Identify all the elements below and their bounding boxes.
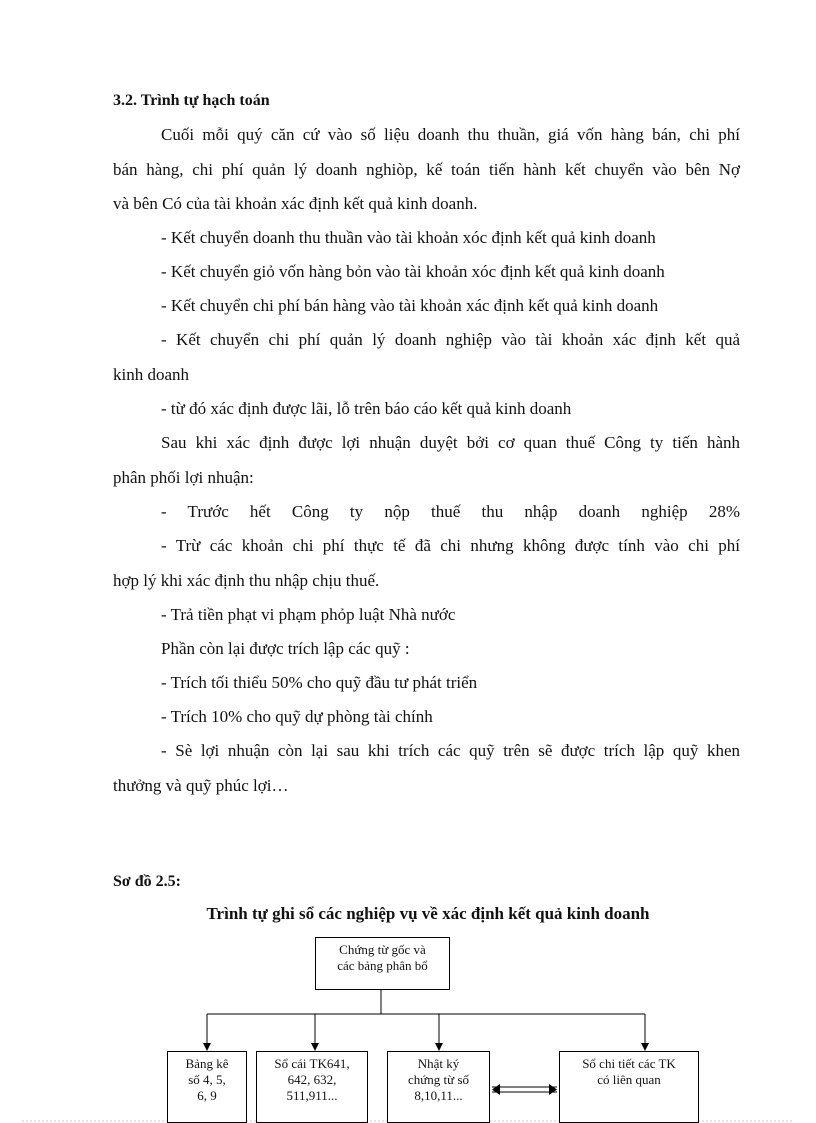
box-source-line-2: các bảng phân bổ: [337, 958, 428, 973]
bullet-reserve-fund: - Trích 10% cho quỹ dự phòng tài chính: [161, 707, 433, 726]
box4-line-1: Sổ chi tiết các TK: [582, 1056, 676, 1071]
box-so-cai: [256, 1051, 368, 1123]
box3-line-1: Nhật ký: [417, 1056, 460, 1071]
section-heading: 3.2. Trình tự hạch toán: [113, 92, 270, 109]
bullet-admin-cost-line-1: - Kết chuyển chi phí quản lý doanh nghiệp vào tài khoản xác định kết quả: [161, 330, 740, 349]
paragraph-2-line-2: phân phối lợi nhuận:: [113, 468, 254, 487]
bullet-remaining-profit-line-1: - Sè lợi nhuận còn lại sau khi trích các quỹ trên sẽ được trích lập quỹ khen: [161, 741, 740, 760]
box2-line-3: 511,911...: [286, 1088, 338, 1103]
box-nhat-ky: [387, 1051, 490, 1123]
box-so-chi-tiet: [559, 1051, 699, 1123]
paragraph-1-line-2: bán hàng, chi phí quản lý doanh nghiòp, kế toán tiến hành kết chuyển vào bên Nợ: [113, 160, 740, 179]
bullet-selling-cost: - Kết chuyển chi phí bán hàng vào tài khoản xác định kết quả kinh doanh: [161, 296, 659, 315]
double-link-arrow-left: [492, 1084, 500, 1095]
box3-line-3: 8,10,11...: [414, 1088, 463, 1103]
bullet-income-tax: - Trước hết Công ty nộp thuế thu nhập doanh nghiệp 28%: [161, 502, 740, 521]
bullet-admin-cost-line-2: kinh doanh: [113, 365, 190, 384]
box1-line-2: số 4, 5,: [188, 1072, 226, 1087]
bullet-cogs: - Kết chuyển giỏ vốn hàng bỏn vào tài khoản xóc định kết quả kinh doanh: [161, 262, 665, 281]
box2-line-2: 642, 632,: [287, 1072, 337, 1087]
bullet-remaining-profit-line-2: thưởng và quỹ phúc lợi…: [113, 776, 289, 795]
bullet-revenue: - Kết chuyển doanh thu thuần vào tài khoản xóc định kết quả kinh doanh: [161, 228, 656, 247]
double-link-arrow-right: [549, 1084, 557, 1095]
box4-line-2: có liên quan: [597, 1072, 661, 1087]
paragraph-1-line-1: Cuối mỗi quý căn cứ vào số liệu doanh thu thuần, giá vốn hàng bán, chi phí: [161, 125, 740, 144]
diagram-label: Sơ đồ 2.5:: [113, 873, 181, 890]
paragraph-3: Phần còn lại được trích lập các quỹ :: [161, 639, 410, 658]
paragraph-1-line-3: và bên Có của tài khoản xác định kết quả kinh doanh.: [113, 194, 478, 213]
bullet-penalty: - Trả tiền phạt vi phạm phỏp luật Nhà nước: [161, 605, 456, 624]
box1-line-3: 6, 9: [197, 1088, 217, 1103]
box-source-documents: [315, 937, 450, 990]
box1-line-1: Bảng kê: [185, 1056, 229, 1071]
box-bang-ke: [167, 1051, 247, 1123]
box2-line-1: Sổ cái TK641,: [274, 1056, 350, 1071]
box-source-line-1: Chứng từ gốc và: [339, 942, 426, 957]
bullet-profit-loss: - từ đó xác định được lãi, lỗ trên báo cáo kết quả kinh doanh: [161, 399, 572, 418]
paragraph-2-line-1: Sau khi xác định được lợi nhuận duyệt bởi cơ quan thuế Công ty tiến hành: [161, 433, 740, 452]
bullet-expenses-line-2: hợp lý khi xác định thu nhập chịu thuế.: [113, 571, 380, 590]
diagram-title: Trình tự ghi sổ các nghiệp vụ về xác định kết quả kinh doanh: [206, 904, 650, 923]
bullet-development-fund: - Trích tối thiểu 50% cho quỹ đầu tư phát triển: [161, 673, 478, 692]
bullet-expenses-line-1: - Trừ các khoản chi phí thực tế đã chi nhưng không được tính vào chi phí: [161, 536, 740, 555]
box3-line-2: chứng từ số: [407, 1072, 470, 1087]
